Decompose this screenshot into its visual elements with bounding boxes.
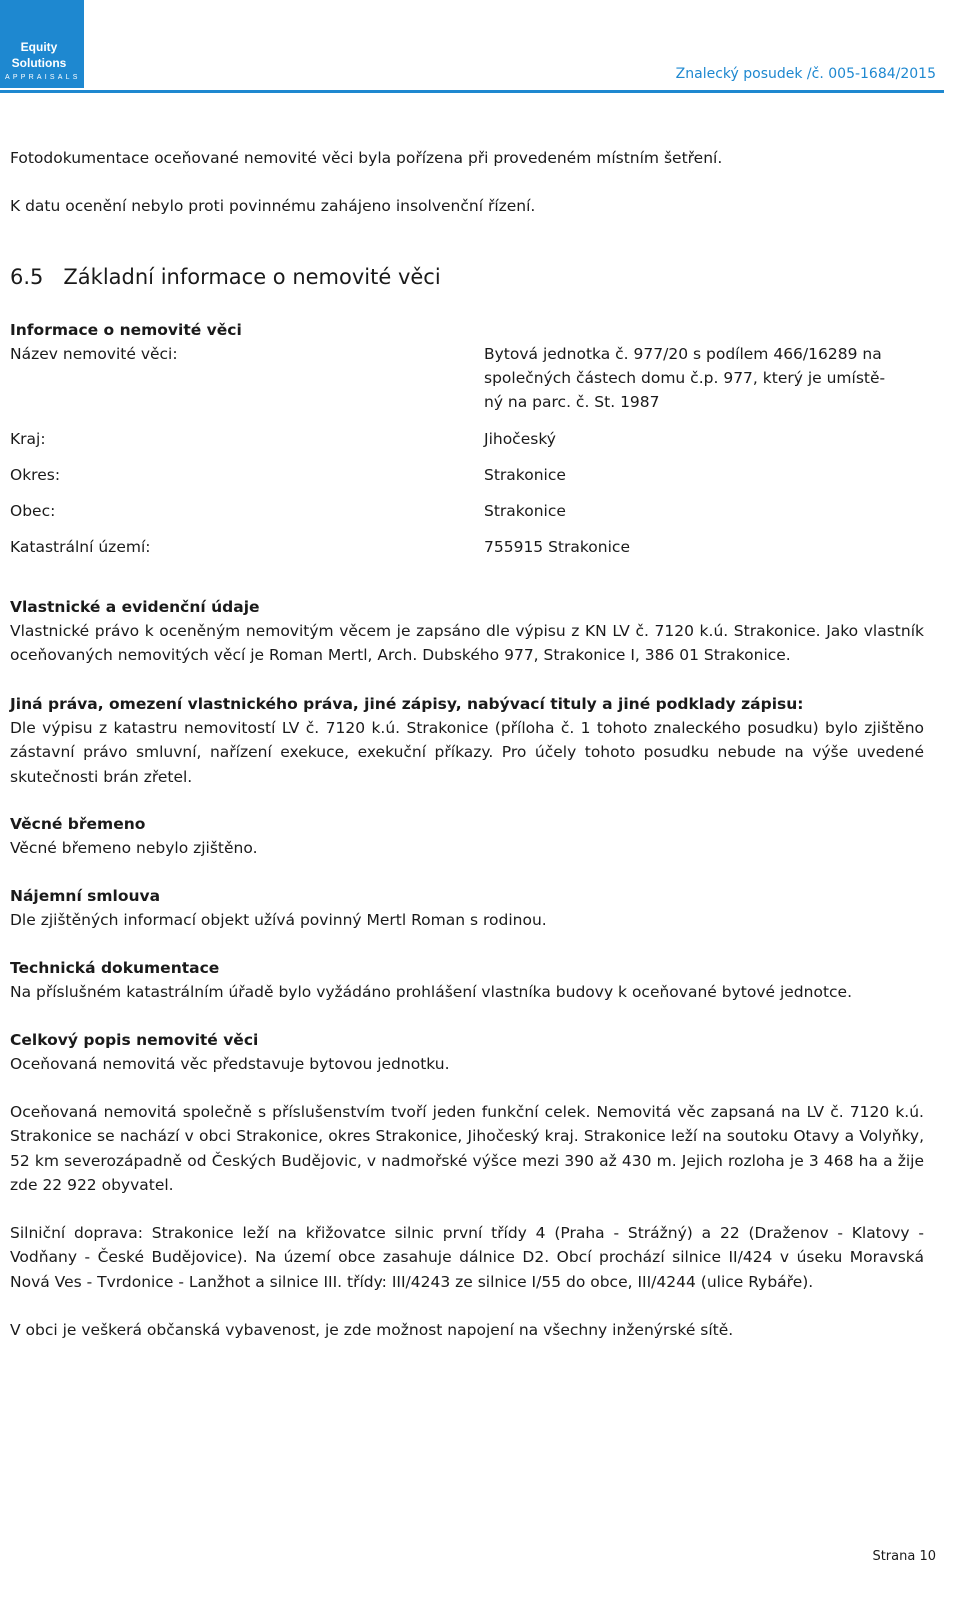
ownership-heading: Vlastnické a evidenční údaje [10, 598, 260, 616]
easement-heading: Věcné břemeno [10, 815, 146, 833]
techdoc-text: Na příslušném katastrálním úřadě bylo vyžádáno prohlášení vlastníka budovy k oceňované bytové jednotce. [10, 983, 853, 1001]
logo-text-solutions: Solutions [11, 56, 67, 70]
info-title: Informace o nemovité věci [10, 321, 242, 339]
name-label: Název nemovité věci: [10, 345, 178, 363]
lease-heading: Nájemní smlouva [10, 887, 161, 905]
header-divider [0, 90, 944, 93]
logo-text-appraisals: APPRAISALS [5, 74, 81, 81]
kraj-value: Jihočeský [484, 430, 556, 448]
page-number: Strana 10 [872, 1549, 936, 1564]
equity-solutions-logo [0, 0, 84, 88]
obec-label: Obec: [10, 502, 56, 520]
name-value-line2: společných částech domu č.p. 977, který je umístě- [484, 369, 886, 387]
amenities-paragraph: V obci je veškerá občanská vybavenost, je zde možnost napojení na všechny inženýrské sítě. [10, 1321, 734, 1339]
description-text: Oceňovaná nemovitá věc představuje bytovou jednotku. [10, 1055, 450, 1073]
description-heading: Celkový popis nemovité věci [10, 1031, 259, 1049]
name-value-line1: Bytová jednotka č. 977/20 s podílem 466/16289 na [484, 345, 882, 363]
okres-value: Strakonice [484, 466, 566, 484]
intro-insolvency-text: K datu ocenění nebylo proti povinnému zahájeno insolvenční řízení. [10, 197, 536, 215]
road-transport-paragraph: Silniční doprava: Strakonice leží na křižovatce silnic první třídy 4 (Praha - Strážný) a 22 (Draženov - Klatovy - Vodňany - České Budějovice). Na území obce zasahuje dálnice D2. Obcí prochází silnice II/424 v úseku Moravská Nová Ves - Tvrdonice - Lanžhot a silnice III. třídy: III/4243 ze silnice I/55 do obce, III/4244 (ulice Rybáře). [10, 1224, 924, 1291]
ku-label: Katastrální území: [10, 538, 151, 556]
lease-text: Dle zjištěných informací objekt užívá povinný Mertl Roman s rodinou. [10, 911, 547, 929]
okres-label: Okres: [10, 466, 61, 484]
ku-value: 755915 Strakonice [484, 538, 630, 556]
obec-value: Strakonice [484, 502, 566, 520]
techdoc-heading: Technická dokumentace [10, 959, 220, 977]
location-paragraph: Oceňovaná nemovitá společně s příslušenstvím tvoří jeden funkční celek. Nemovitá věc zapsaná na LV č. 7120 k.ú. Strakonice se nachází v obci Strakonice, okres Strakonice, Jihočeský kraj. Strakonice leží na soutoku Otavy a Volyňky, 52 km severozápadně od Českých Budějovic, v nadmořské výšce mezi 390 až 430 m. Jejich rozloha je 3 468 ha a žije zde 22 922 obyvatel. [10, 1103, 924, 1195]
ownership-text: Vlastnické právo k oceněným nemovitým věcem je zapsáno dle výpisu z KN LV č. 7120 k.ú. Strakonice. Jako vlastník oceňovaných nemovitých věcí je Roman Mertl, Arch. Dubského 977, Strakonice I, 386 01 Strakonice. [10, 622, 924, 665]
intro-photo-text: Fotodokumentace oceňované nemovité věci byla pořízena při provedeném místním šetření. [10, 149, 723, 167]
kraj-label: Kraj: [10, 430, 46, 448]
rights-heading: Jiná práva, omezení vlastnického práva, jiné zápisy, nabývací tituly a jiné podklady zápisu: [10, 695, 804, 713]
section-heading: 6.5 Základní informace o nemovité věci [10, 265, 441, 289]
rights-text: Dle výpisu z katastru nemovitostí LV č. 7120 k.ú. Strakonice (příloha č. 1 tohoto znaleckého posudku) bylo zjištěno zástavní právo smluvní, nařízení exekuce, exekuční příkazy. Pro účely tohoto posudku nebude na výše uvedené skutečnosti brán zřetel. [10, 719, 924, 786]
report-reference: Znalecký posudek /č. 005-1684/2015 [675, 66, 936, 82]
logo-text-equity: Equity [20, 40, 58, 54]
name-value-line3: ný na parc. č. St. 1987 [484, 393, 660, 411]
easement-text: Věcné břemeno nebylo zjištěno. [10, 839, 258, 857]
